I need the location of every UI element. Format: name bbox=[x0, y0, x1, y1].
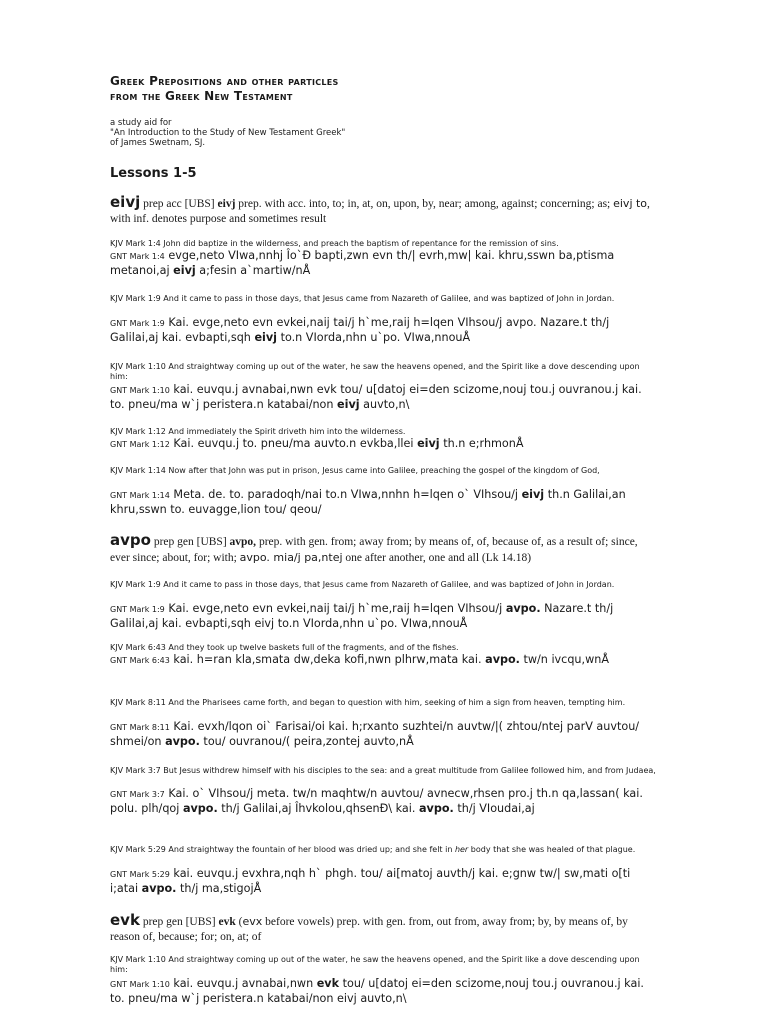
study-aid-line-3: of James Swetnam, SJ. bbox=[110, 138, 206, 148]
gnt-ref: GNT Mark 8:11 bbox=[110, 723, 170, 732]
entry-headword: avpo bbox=[110, 531, 151, 549]
gnt-ref: GNT Mark 1:10 bbox=[110, 386, 170, 395]
gnt-preposition: avpo. bbox=[485, 653, 520, 666]
entry-headword: eivj bbox=[110, 193, 141, 211]
gnt-ref: GNT Mark 1:14 bbox=[110, 491, 170, 500]
gnt-text: Meta. de. to. paradoqh/nai to.n VIwa,nnhn h=lqen o` VIhsou/j bbox=[169, 488, 522, 501]
gnt-verse bbox=[110, 316, 658, 345]
entry-gloss: ( bbox=[235, 916, 243, 928]
gnt-text: th/j Galilai,aj Îhvkolou,qhsenÐ\ kai. bbox=[217, 802, 419, 815]
kjv-verse: KJV Mark 1:4 John did baptize in the wilderness, and preach the baptism of repentance for the remission of sins. bbox=[110, 239, 559, 248]
document-title-line-2: from the Greek New Testament bbox=[110, 89, 293, 103]
gnt-text: Kai. evxh/lqon oi` Farisai/oi kai. h;rxanto suzhtei/n auvtw/|( zhtou/ntej parV auvtou/ shmei/on bbox=[110, 720, 640, 748]
gnt-verse bbox=[110, 383, 658, 412]
lessons-heading: Lessons 1-5 bbox=[110, 166, 197, 181]
gnt-verse bbox=[110, 720, 658, 749]
kjv-verse bbox=[110, 845, 658, 855]
gnt-preposition: avpo. bbox=[418, 802, 454, 815]
gnt-verse bbox=[110, 787, 658, 816]
kjv-text: KJV Mark 5:29 And straightway the fountain of her blood was dried up; and she felt in bbox=[110, 845, 455, 854]
study-aid-line-1: a study aid for bbox=[110, 118, 172, 128]
gnt-ref: GNT Mark 1:10 bbox=[110, 980, 170, 989]
kjv-verse: KJV Mark 1:12 And immediately the Spirit driveth him into the wilderness. bbox=[110, 427, 406, 436]
kjv-verse: KJV Mark 3:7 But Jesus withdrew himself with his disciples to the sea: and a great multitude from Galilee followed him, and from Judaea, bbox=[110, 766, 656, 775]
gnt-preposition: avpo. bbox=[182, 802, 218, 815]
gnt-verse bbox=[110, 977, 658, 1006]
gnt-text: th/j VIoudai,aj bbox=[453, 802, 535, 815]
gnt-text: Kai. evge,neto evn evkei,naij tai/j h`me,raij h=lqen VIhsou/j bbox=[164, 602, 506, 615]
entry-pos: prep gen [UBS] bbox=[139, 916, 219, 928]
gnt-text: kai. euvqu.j evxhra,nqh h` phgh. tou/ ai[matoj auvth/j kai. e;gnw tw/| sw,mati o[ti i;atai bbox=[110, 867, 631, 895]
gnt-verse bbox=[110, 488, 658, 517]
gnt-text: auvto,n\ bbox=[359, 398, 410, 411]
gnt-ref: GNT Mark 1:9 bbox=[110, 605, 165, 614]
gnt-text: tw/n ivcqu,wnÅ bbox=[519, 653, 609, 666]
kjv-verse: KJV Mark 1:14 Now after that John was put in prison, Jesus came into Galilee, preaching the gospel of the kingdom of God, bbox=[110, 466, 600, 475]
kjv-verse: KJV Mark 8:11 And the Pharisees came forth, and began to question with him, seeking of him a sign from heaven, tempting him. bbox=[110, 698, 626, 707]
entry-gloss-post: one after another, one and all (Lk 14.18) bbox=[342, 552, 532, 564]
entry-gloss-greek: evx bbox=[242, 915, 263, 928]
gnt-verse bbox=[110, 653, 658, 668]
entry-gloss-post: before vowels) prep. with gen. from, out from, away from; by, by means of, by reason of, because; for; on, at; of bbox=[110, 916, 628, 943]
kjv-verse: KJV Mark 1:10 And straightway coming up out of the water, he saw the heavens opened, and the Spirit like a dove descending upon him: bbox=[110, 955, 640, 974]
gnt-ref: GNT Mark 6:43 bbox=[110, 656, 170, 665]
gnt-text: tou/ u[datoj ei=den scizome,nouj tou.j ouvranou.j kai. to. pneu/ma w`j peristera.n katabai/non eivj auvto,n\ bbox=[110, 977, 644, 1005]
gnt-preposition: eivj bbox=[337, 398, 360, 411]
gnt-preposition: avpo. bbox=[505, 602, 541, 615]
gnt-verse bbox=[110, 602, 658, 631]
entry-avpo bbox=[110, 533, 658, 566]
gnt-preposition: eivj bbox=[254, 331, 278, 344]
entry-gloss-greek: eivj to bbox=[613, 197, 648, 210]
entry-headword-ubs: avpo, bbox=[229, 536, 257, 548]
gnt-text: th/j ma,stigojÅ bbox=[176, 882, 262, 895]
entry-gloss-post: , with inf. denotes purpose and sometimes result bbox=[110, 198, 650, 225]
gnt-text: Kai. evge,neto evn evkei,naij tai/j h`me,raij h=lqen VIhsou/j avpo. Nazare.t th/j Galilai,aj kai. evbapti,sqh bbox=[110, 316, 610, 344]
entry-gloss: prep. with gen. from; away from; by means of, of, because of, as a result of; since, ever since; about, for; with; bbox=[110, 536, 638, 564]
gnt-preposition: eivj bbox=[521, 488, 545, 501]
gnt-verse bbox=[110, 867, 658, 896]
gnt-ref: GNT Mark 3:7 bbox=[110, 790, 165, 799]
gnt-text: th.n e;rhmonÅ bbox=[439, 437, 524, 450]
gnt-text: evge,neto VIwa,nnhj Îo`Ð bapti,zwn evn th/| evrh,mw| kai. khru,sswn ba,ptisma metanoi,aj bbox=[110, 249, 615, 277]
kjv-verse: KJV Mark 1:9 And it came to pass in those days, that Jesus came from Nazareth of Galilee, and was baptized of John in Jordan. bbox=[110, 580, 615, 589]
gnt-text: th.n Galilai,an khru,sswn to. euvagge,lion tou/ qeou/ bbox=[110, 488, 626, 516]
entry-headword-ubs: evk bbox=[218, 916, 236, 928]
kjv-verse: KJV Mark 1:9 And it came to pass in those days, that Jesus came from Nazareth of Galilee, and was baptized of John in Jordan. bbox=[110, 294, 615, 303]
gnt-verse bbox=[110, 249, 658, 278]
gnt-text: tou/ ouvranou/( peira,zontej auvto,nÅ bbox=[199, 735, 414, 748]
gnt-preposition: evk bbox=[316, 977, 340, 990]
entry-eivj bbox=[110, 195, 658, 227]
gnt-preposition: eivj bbox=[417, 437, 440, 450]
gnt-ref: GNT Mark 1:12 bbox=[110, 440, 170, 449]
gnt-preposition: avpo. bbox=[141, 882, 177, 895]
gnt-text: kai. euvqu.j avnabai,nwn evk tou/ u[datoj ei=den scizome,nouj tou.j ouvranou.j kai. to. pneu/ma w`j peristera.n katabai/non bbox=[110, 383, 642, 411]
gnt-text: a;fesin a`martiw/nÅ bbox=[195, 264, 311, 277]
kjv-verse: KJV Mark 6:43 And they took up twelve baskets full of the fragments, and of the fishes. bbox=[110, 643, 459, 652]
gnt-preposition: avpo. bbox=[165, 735, 200, 748]
entry-evk bbox=[110, 913, 658, 945]
gnt-text: kai. h=ran kla,smata dw,deka kofi,nwn plhrw,mata kai. bbox=[169, 653, 486, 666]
gnt-text: to.n VIorda,nhn u`po. VIwa,nnouÅ bbox=[277, 331, 471, 344]
entry-gloss-greek: avpo. mia/j pa,ntej bbox=[239, 551, 343, 564]
entry-gloss: prep. with acc. into, to; in, at, on, upon, by, near; among, against; concerning; as; bbox=[235, 198, 614, 210]
gnt-text: Nazare.t th/j Galilai,aj kai. evbapti,sqh eivj to.n VIorda,nhn u`po. VIwa,nnouÅ bbox=[110, 602, 614, 630]
study-aid-line-2: "An Introduction to the Study of New Testament Greek" bbox=[110, 128, 346, 138]
entry-pos: prep acc [UBS] bbox=[140, 198, 218, 210]
entry-headword: evk bbox=[110, 911, 140, 929]
gnt-preposition: eivj bbox=[173, 264, 196, 277]
gnt-ref: GNT Mark 1:9 bbox=[110, 319, 165, 328]
entry-headword-ubs: eivj bbox=[217, 198, 236, 210]
gnt-verse bbox=[110, 437, 658, 452]
kjv-text: body that she was healed of that plague. bbox=[468, 845, 636, 854]
gnt-ref: GNT Mark 5:29 bbox=[110, 870, 170, 879]
document-title-line-1: Greek Prepositions and other particles bbox=[110, 74, 339, 88]
gnt-ref: GNT Mark 1:4 bbox=[110, 252, 165, 261]
gnt-text: Kai. euvqu.j to. pneu/ma auvto.n evkba,llei bbox=[169, 437, 418, 450]
entry-pos: prep gen [UBS] bbox=[150, 536, 230, 548]
kjv-italic: her bbox=[454, 845, 469, 854]
gnt-text: Kai. o` VIhsou/j meta. tw/n maqhtw/n auvtou/ avnecw,rhsen pro.j th.n qa,lassan( kai. polu. plh/qoj bbox=[110, 787, 643, 815]
gnt-text: kai. euvqu.j avnabai,nwn bbox=[169, 977, 317, 990]
kjv-verse: KJV Mark 1:10 And straightway coming up out of the water, he saw the heavens opened, and the Spirit like a dove descending upon him: bbox=[110, 362, 640, 381]
